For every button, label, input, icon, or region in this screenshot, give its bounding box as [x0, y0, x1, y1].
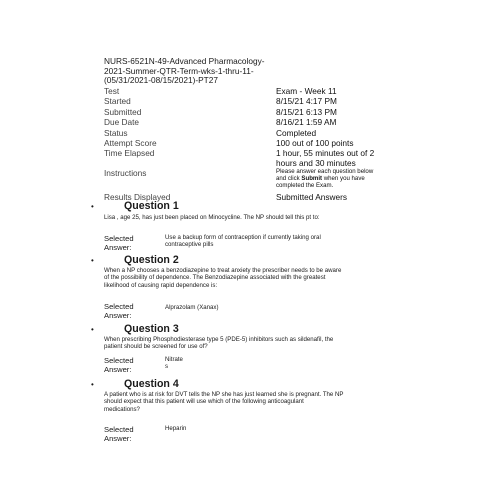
bullet-icon: • [91, 202, 94, 211]
selected-answer-line: s [165, 363, 169, 371]
question-text-line: A patient who is at risk for DVT tells the NP she has just learned she is pregnant. The NP [104, 391, 344, 398]
selected-answer-line: Nitrate [165, 356, 183, 363]
selected-answer-label [104, 356, 154, 374]
instructions-text [276, 168, 466, 190]
info-value: 8/15/21 6:13 PM [276, 107, 337, 117]
instructions-fragment: and click [276, 175, 302, 183]
info-value: 8/15/21 4:17 PM [276, 96, 337, 106]
time-elapsed-line: hours and 30 minutes [276, 158, 356, 168]
selected-answer [165, 304, 365, 311]
bullet-icon: • [91, 256, 94, 265]
question-text-line: medications? [104, 405, 140, 413]
selected-answer-label-line: Answer: [104, 365, 132, 374]
info-label: Started [104, 96, 131, 106]
info-value: Exam - Week 11 [276, 86, 337, 96]
question-text [104, 214, 394, 221]
info-value: Submitted Answers [276, 192, 348, 202]
question-text-line: should expect that this patient will use which of the following anticoagulant [104, 398, 304, 406]
selected-answer-label-line: Selected [104, 302, 134, 311]
selected-answer-label-line: Answer: [104, 311, 132, 320]
selected-answer-label-line: Selected [104, 356, 134, 365]
question-text-line: When a NP chooses a benzodiazepine to treat anxiety the prescriber needs to be aware [104, 267, 342, 274]
course-title-line: (05/31/2021-08/15/2021)-PT27 [104, 75, 218, 86]
selected-answer-label-line: Selected [104, 234, 134, 243]
instructions-line: completed the Exam. [276, 182, 334, 190]
question-title: Question 1 [124, 200, 179, 212]
info-label: Test [104, 86, 120, 96]
info-label: Time Elapsed [104, 148, 155, 158]
bullet-icon: • [91, 325, 94, 334]
question-text [104, 267, 394, 289]
info-label: Due Date [104, 117, 140, 127]
question-text-line: Lisa , age 25, has just been placed on Minocycline. The NP should tell this pt to: [104, 214, 320, 221]
info-label: Submitted [104, 107, 142, 117]
bullet-icon: • [91, 380, 94, 389]
selected-answer-label-line: Answer: [104, 243, 132, 252]
question-text [104, 336, 394, 351]
question-text-line: patient should be screened for use of? [104, 343, 208, 351]
selected-answer-line: Heparin [165, 425, 187, 432]
instructions-line [276, 175, 466, 182]
question-title: Question 3 [124, 323, 179, 335]
selected-answer-line: Use a backup form of contraception if currently taking oral [165, 234, 321, 241]
question-title: Question 4 [124, 378, 179, 390]
instructions-line: Please answer each question below [276, 168, 374, 175]
question-text-line: When prescribing Phosphodiesterase type 5 (PDE-5) inhibitors such as sildenafil, the [104, 336, 334, 343]
instructions-fragment: when you have [322, 175, 365, 183]
info-label: Results Displayed [104, 192, 171, 202]
course-title [104, 57, 284, 86]
course-title-line: 2021-Summer-QTR-Term-wks-1-thru-11- [104, 65, 254, 76]
info-label: Attempt Score [104, 138, 157, 148]
selected-answer [165, 356, 365, 371]
selected-answer-line: Alprazolam (Xanax) [165, 304, 219, 311]
instructions-submit-word: Submit [301, 175, 323, 183]
question-title: Question 2 [124, 254, 179, 266]
selected-answer-label-line: Answer: [104, 434, 132, 443]
question-text [104, 391, 394, 413]
info-value: 8/16/21 1:59 AM [276, 117, 337, 127]
selected-answer [165, 234, 365, 249]
selected-answer-label [104, 234, 154, 252]
info-value [276, 148, 466, 168]
selected-answer-label [104, 302, 154, 320]
score-value: 100 out of 100 points [276, 138, 354, 148]
question-text-line: likelihood of causing rapid dependence is: [104, 281, 218, 289]
selected-answer-line: contraceptive pills [165, 241, 214, 249]
time-elapsed-line: 1 hour, 55 minutes out of 2 [276, 148, 375, 158]
info-row-due-date [104, 117, 474, 128]
status-value: Completed [276, 128, 317, 138]
course-title-line: NURS-6521N-49-Advanced Pharmacology- [104, 56, 265, 66]
info-row-started [104, 96, 474, 107]
selected-answer-label [104, 425, 154, 443]
info-label: Instructions [104, 168, 147, 178]
selected-answer-label-line: Selected [104, 425, 134, 434]
info-label: Status [104, 128, 128, 138]
info-row-time-elapsed [104, 148, 474, 170]
selected-answer [165, 425, 365, 432]
question-text-line: of the possibility of dependence. The Benzodiazepine associated with the greatest [104, 274, 326, 282]
info-row-instructions [104, 168, 474, 192]
